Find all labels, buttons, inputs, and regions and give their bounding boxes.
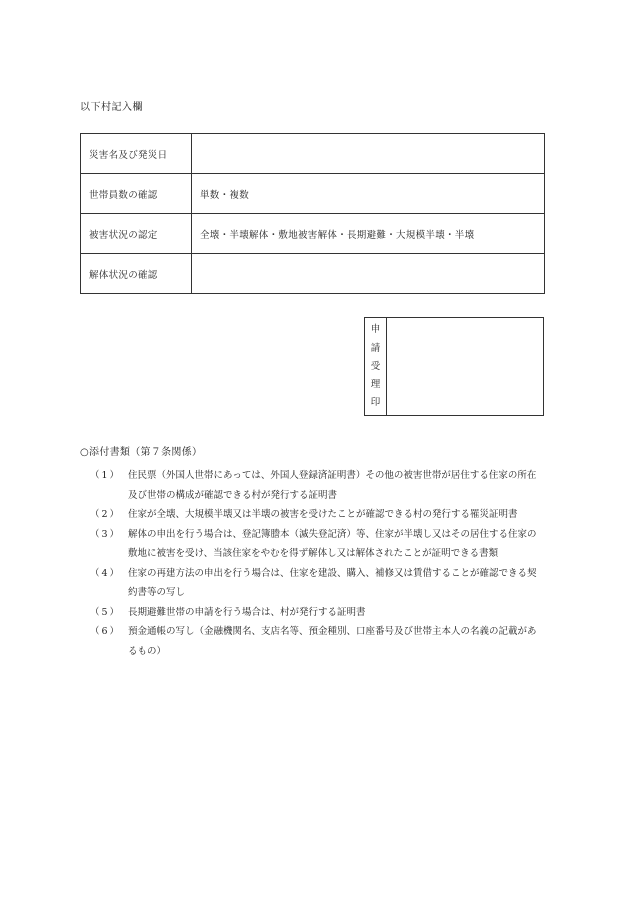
item-text: 及び世帯の構成が確認できる村が発行する証明書 bbox=[128, 489, 338, 501]
damage-status-field[interactable]: 全壊・半壊解体・敷地被害解体・長期避難・大規模半壊・半壊 bbox=[192, 214, 545, 254]
list-item bbox=[90, 603, 555, 623]
item-number: （1） bbox=[90, 470, 122, 481]
item-text: るもの） bbox=[128, 645, 167, 657]
table-row bbox=[81, 134, 545, 174]
section-heading: 以下村記入欄 bbox=[80, 102, 143, 113]
item-text: 解体の申出を行う場合は、登記簿謄本（滅失登記済）等、住家が半壊し又はその居住する住家の bbox=[128, 528, 537, 540]
stamp-area[interactable] bbox=[387, 318, 543, 415]
list-item bbox=[90, 466, 555, 505]
stamp-char: 印 bbox=[370, 397, 381, 409]
list-item bbox=[90, 525, 555, 564]
item-text: 住家の再建方法の申出を行う場合は、住家を建設、購入、補修又は賃借することが確認できる契 bbox=[128, 567, 537, 579]
list-item bbox=[90, 505, 555, 525]
attachments-title: ○添付書類（第７条関係） bbox=[80, 447, 203, 458]
list-item bbox=[90, 622, 555, 661]
item-number: （5） bbox=[90, 606, 122, 618]
item-text: 住民票（外国人世帯にあっては、外国人登録済証明書）その他の被害世帯が居住する住家の所在 bbox=[128, 470, 537, 481]
item-text: 預金通帳の写し（金融機関名、支店名等、預金種別、口座番号及び世帯主本人の名義の記載があ bbox=[128, 626, 537, 637]
stamp-char: 理 bbox=[370, 378, 381, 390]
table-row bbox=[81, 254, 545, 294]
attachments-section bbox=[80, 443, 555, 661]
item-number: （3） bbox=[90, 528, 122, 540]
village-entry-table bbox=[80, 133, 545, 294]
demolition-status-field[interactable] bbox=[192, 254, 545, 294]
item-number: （2） bbox=[90, 509, 122, 520]
household-count-label: 世帯員数の確認 bbox=[81, 174, 192, 214]
list-item bbox=[90, 564, 555, 603]
demolition-status-label: 解体状況の確認 bbox=[81, 254, 192, 294]
item-text: 長期避難世帯の申請を行う場合は、村が発行する証明書 bbox=[128, 606, 366, 618]
damage-status-label: 被害状況の認定 bbox=[81, 214, 192, 254]
disaster-name-label: 災害名及び発災日 bbox=[81, 134, 192, 174]
item-text: 約書等の写し bbox=[128, 587, 186, 598]
table-row bbox=[81, 214, 545, 254]
item-text: 住家が全壊、大規模半壊又は半壊の被害を受けたことが確認できる村の発行する罹災証明書 bbox=[128, 509, 518, 520]
receipt-stamp-box bbox=[364, 317, 544, 416]
item-number: （6） bbox=[90, 626, 122, 637]
receipt-stamp-label bbox=[365, 318, 387, 415]
disaster-name-field[interactable] bbox=[192, 134, 545, 174]
stamp-char: 申 bbox=[370, 324, 381, 336]
table-row bbox=[81, 174, 545, 214]
stamp-char: 請 bbox=[370, 342, 381, 354]
household-count-field[interactable]: 単数・複数 bbox=[192, 174, 545, 214]
stamp-char: 受 bbox=[370, 360, 381, 372]
item-number: （4） bbox=[90, 567, 122, 579]
item-text: 敷地に被害を受け、当該住家をやむを得ず解体し又は解体されたことが証明できる書類 bbox=[128, 548, 499, 559]
